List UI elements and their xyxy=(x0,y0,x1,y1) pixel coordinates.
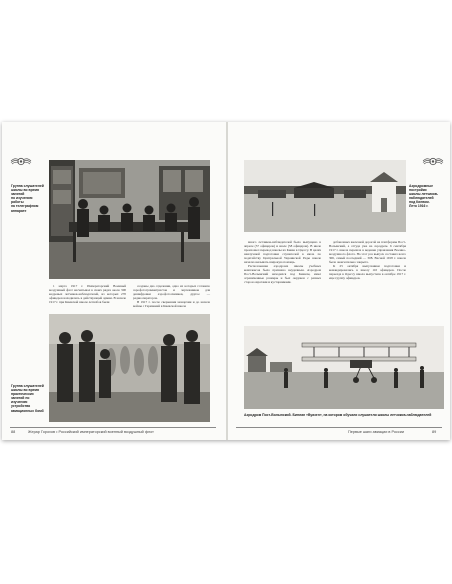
photo-caption-top: Аэродромные постройки школы летчиков- наблюдателей под Киевом. Лето 1916 г. xyxy=(409,184,439,209)
paragraph: 1 марта 1917 г. Императорский Военный воздушный флот насчитывал в своих рядах около 300 кадровых летчиков-наблюдателей, из которых 270 офицеров находились в действующей армии. В начале 1917 г. при Киевской школе летнабов были xyxy=(49,284,126,305)
book-spread xyxy=(2,122,450,440)
right-page xyxy=(228,122,450,440)
photo-caption-bottom: Группа слушателей школы во время практических занятий по изучению устройства авиационных бомб xyxy=(11,384,44,413)
footer-rule xyxy=(10,427,216,428)
page-number-left: 88 xyxy=(11,430,16,434)
paragraph: В 1917 г. после свержения монархии и до начала войны с Германией в Киевской школе xyxy=(133,300,210,309)
photo-classroom-telegraph xyxy=(49,160,210,279)
paragraph: Расположение аэродрома школы учебных комплексов было признано неудачным. Аэродром Пост-Волынский находился под Киевом, имел ограниченные размеры и был окружен с разных сторон оврагами и кустарниками. xyxy=(244,264,321,285)
left-page xyxy=(2,122,226,440)
footer-rule xyxy=(236,427,442,428)
running-head-left: Жерар Горохов • Российский императорский военный воздушный флот xyxy=(28,430,154,434)
running-head-right: Первые шаги авиации в России xyxy=(348,430,405,434)
winged-emblem-icon xyxy=(10,154,32,168)
page-number-right: 89 xyxy=(432,430,437,434)
photo-caption-top: Группа слушателей школы во время занятий по изучению работы на телеграфном аппарате xyxy=(11,184,44,213)
photo-voisin-biplane xyxy=(244,326,444,409)
left-text-column-1 xyxy=(49,284,126,304)
paragraph: К 25 октября выпускники подготовки и командировались в школу 110 офицеров. После переезда в Одессу школа выпустила в октябре 1917 г. еще группу офицеров. xyxy=(329,264,406,281)
photo-caption-bottom: Аэродром Пост-Волынский. Биплан «Вуазен», на котором обучали слушатели школы летчиков-наблюдателей xyxy=(244,413,432,417)
paragraph: добавочных железной дорогой на платформы Пост-Волынский, а оттуда уже на аэродром. 6 сентября 1917 г. школа перешла в ведение управления Военно-воздушного флота. На этот раз выпуск составил всего 306, самый последний — 308. Весной 1918 г. школа была окончательно закрыта. xyxy=(329,240,406,265)
left-text-column-2 xyxy=(133,284,210,308)
right-text-column-2 xyxy=(329,240,406,280)
photo-bomb-study xyxy=(49,314,210,422)
paragraph: созданы два отделения, одно из которых готовило аэрофотограмметристов и чертежников для дешифровки аэрофотоснимков, другое — радиооператоров. xyxy=(133,284,210,301)
right-text-column-1 xyxy=(244,240,321,285)
photo-airfield-buildings xyxy=(244,160,406,232)
winged-emblem-icon xyxy=(422,154,444,168)
paragraph: много летчиков-наблюдателей было выпущено в апреле (57 офицеров) и июле (58 офицеров). В июле произошел перевод школы из Киева в Одессу. В целях наилучшей подготовки слушателей в июле по ходатайству Центральной Украинской Рады школе начали оказывать широкую помощь. xyxy=(244,240,321,265)
